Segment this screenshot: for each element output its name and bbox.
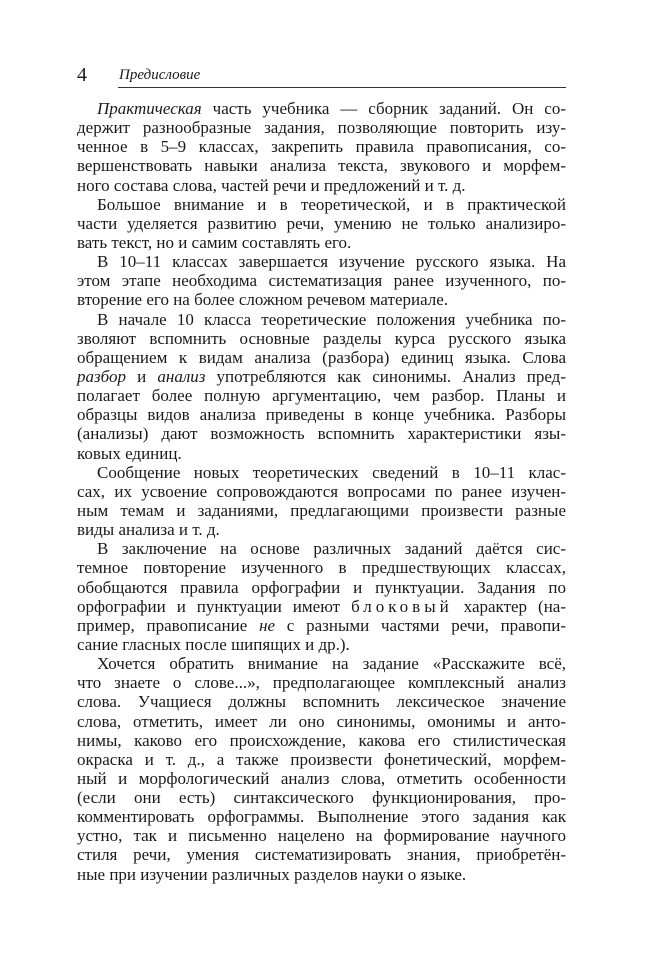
- text-segment: части уделяется развитию речи, умению не только анализиро-: [77, 213, 566, 233]
- text-segment: вать текст, но и самим составлять его.: [77, 232, 352, 252]
- text-segment: темное повторение изученного в предшествующих классах,: [77, 558, 566, 578]
- text-segment: виды анализа и т. д.: [77, 520, 220, 540]
- text-line: [77, 558, 566, 577]
- text-segment: вторение его на более сложном речевом материале.: [77, 290, 449, 310]
- text-line: [77, 692, 566, 711]
- text-line: [77, 635, 566, 654]
- text-line: [77, 578, 566, 597]
- text-segment: сах, их усвоение сопровождаются вопросами по ранее изучен-: [77, 481, 566, 501]
- body-text: [77, 99, 566, 884]
- text-segment: В начале 10 класса теоретические положения учебника по-: [97, 309, 566, 329]
- italic-term: Практическая: [97, 99, 202, 118]
- text-line: [77, 731, 566, 750]
- text-segment: держит разнообразные задания, позволяющие повторить изу-: [77, 118, 566, 138]
- text-line: [77, 463, 566, 482]
- text-segment: окраска и т. д., а также произвести фонетический, морфем-: [77, 749, 566, 769]
- italic-term: анализ: [157, 366, 206, 386]
- text-segment: (если они есть) синтаксического функционирования, про-: [77, 788, 566, 808]
- text-segment: стиля речи, умения систематизировать знания, приобретён-: [77, 845, 566, 865]
- text-line: [77, 501, 566, 520]
- text-line: [77, 99, 566, 118]
- text-segment: ным темам и заданиями, предлагающими произвести разные: [77, 500, 566, 520]
- text-line: [77, 214, 566, 233]
- text-line: [77, 520, 566, 539]
- text-segment: ный и морфологический анализ слова, отметить особенности: [77, 768, 566, 788]
- text-line: [77, 290, 566, 309]
- text-line: [77, 444, 566, 463]
- text-line: [77, 616, 566, 635]
- text-line: [77, 137, 566, 156]
- text-segment: сание гласных после шипящих и др.).: [77, 634, 350, 654]
- text-segment: характер (на-: [452, 596, 566, 616]
- text-segment: обращением к видам анализа (разбора) единиц языка. Слова: [77, 347, 566, 367]
- text-line: [77, 769, 566, 788]
- text-segment: этом этапе необходима систематизация ранее изученного, по-: [77, 271, 566, 291]
- text-segment: нимы, каково его происхождение, какова его стилистическая: [77, 730, 566, 750]
- running-header: [77, 64, 566, 88]
- text-segment: орфографии и пунктуации имеют: [77, 596, 352, 616]
- text-segment: образцы видов анализа приведены в конце учебника. Разборы: [77, 405, 566, 425]
- italic-term: разбор: [77, 366, 126, 386]
- text-segment: полагает более полную аргументацию, чем разбор. Планы и: [77, 386, 566, 406]
- text-line: [77, 482, 566, 501]
- page-number: 4: [77, 64, 87, 86]
- text-segment: ные при изучении различных разделов науки о языке.: [77, 864, 467, 884]
- paragraph: [77, 310, 566, 463]
- text-line: [77, 597, 566, 616]
- text-line: [77, 845, 566, 864]
- text-segment: употребляются как синонимы. Анализ пред-: [205, 366, 566, 386]
- text-line: [77, 386, 566, 405]
- text-line: [77, 424, 566, 443]
- text-segment: Хочется обратить внимание на задание «Расскажите всё,: [97, 654, 566, 674]
- text-line: [77, 348, 566, 367]
- text-segment: слова, отметить, имеет ли оно синонимы, омонимы и анто-: [77, 711, 566, 731]
- text-line: [77, 539, 566, 558]
- text-segment: с разными частями речи, правопи-: [275, 615, 566, 635]
- text-segment: и: [125, 366, 158, 386]
- text-segment: обобщаются правила орфографии и пунктуации. Задания по: [77, 577, 566, 597]
- text-line: [77, 673, 566, 692]
- text-line: [77, 807, 566, 826]
- text-segment: пример, правописание: [77, 615, 260, 635]
- paragraph: [77, 654, 566, 884]
- running-title: Предисловие: [119, 67, 201, 83]
- text-line: [77, 118, 566, 137]
- paragraph: [77, 195, 566, 252]
- paragraph: [77, 463, 566, 540]
- text-segment: зволяют вспомнить основные разделы курса русского языка: [77, 328, 566, 348]
- text-segment: вершенствовать навыки анализа текста, звукового и морфем-: [77, 156, 566, 176]
- text-segment: Сообщение новых теоретических сведений в 10–11 клас-: [97, 462, 566, 482]
- text-line: [77, 156, 566, 175]
- header-rule: [118, 87, 566, 88]
- text-line: [77, 654, 566, 673]
- text-line: [77, 310, 566, 329]
- text-line: [77, 329, 566, 348]
- text-line: [77, 405, 566, 424]
- text-segment: комментировать орфограммы. Выполнение этого задания как: [77, 807, 566, 827]
- text-segment: В 10–11 классах завершается изучение русского языка. На: [97, 252, 566, 272]
- paragraph: [77, 252, 566, 309]
- text-line: [77, 865, 566, 884]
- text-line: [77, 826, 566, 845]
- text-line: [77, 176, 566, 195]
- text-segment: часть учебника — сборник заданий. Он со-: [201, 99, 566, 118]
- text-segment: Большое внимание и в теоретической, и в практической: [97, 194, 566, 214]
- text-line: [77, 712, 566, 731]
- paragraph: [77, 539, 566, 654]
- text-line: [77, 788, 566, 807]
- text-segment: устно, так и письменно нацелено на формирование научного: [77, 826, 566, 846]
- spaced-term: блоковый: [351, 596, 453, 616]
- text-segment: слова. Учащиеся должны вспомнить лексическое значение: [77, 692, 566, 712]
- text-line: [77, 233, 566, 252]
- text-line: [77, 367, 566, 386]
- text-segment: (анализы) дают возможность вспомнить характеристики язы-: [77, 424, 566, 444]
- italic-term: не: [259, 615, 276, 635]
- text-segment: В заключение на основе различных заданий даётся сис-: [97, 539, 566, 559]
- text-line: [77, 195, 566, 214]
- text-segment: ного состава слова, частей речи и предложений и т. д.: [77, 175, 466, 195]
- text-line: [77, 271, 566, 290]
- text-segment: ковых единиц.: [77, 443, 182, 463]
- text-segment: ченное в 5–9 классах, закрепить правила правописания, со-: [77, 137, 566, 157]
- text-segment: что знаете о слове...», предполагающее комплексный анализ: [77, 673, 566, 693]
- text-line: [77, 252, 566, 271]
- text-line: [77, 750, 566, 769]
- paragraph: [77, 99, 566, 195]
